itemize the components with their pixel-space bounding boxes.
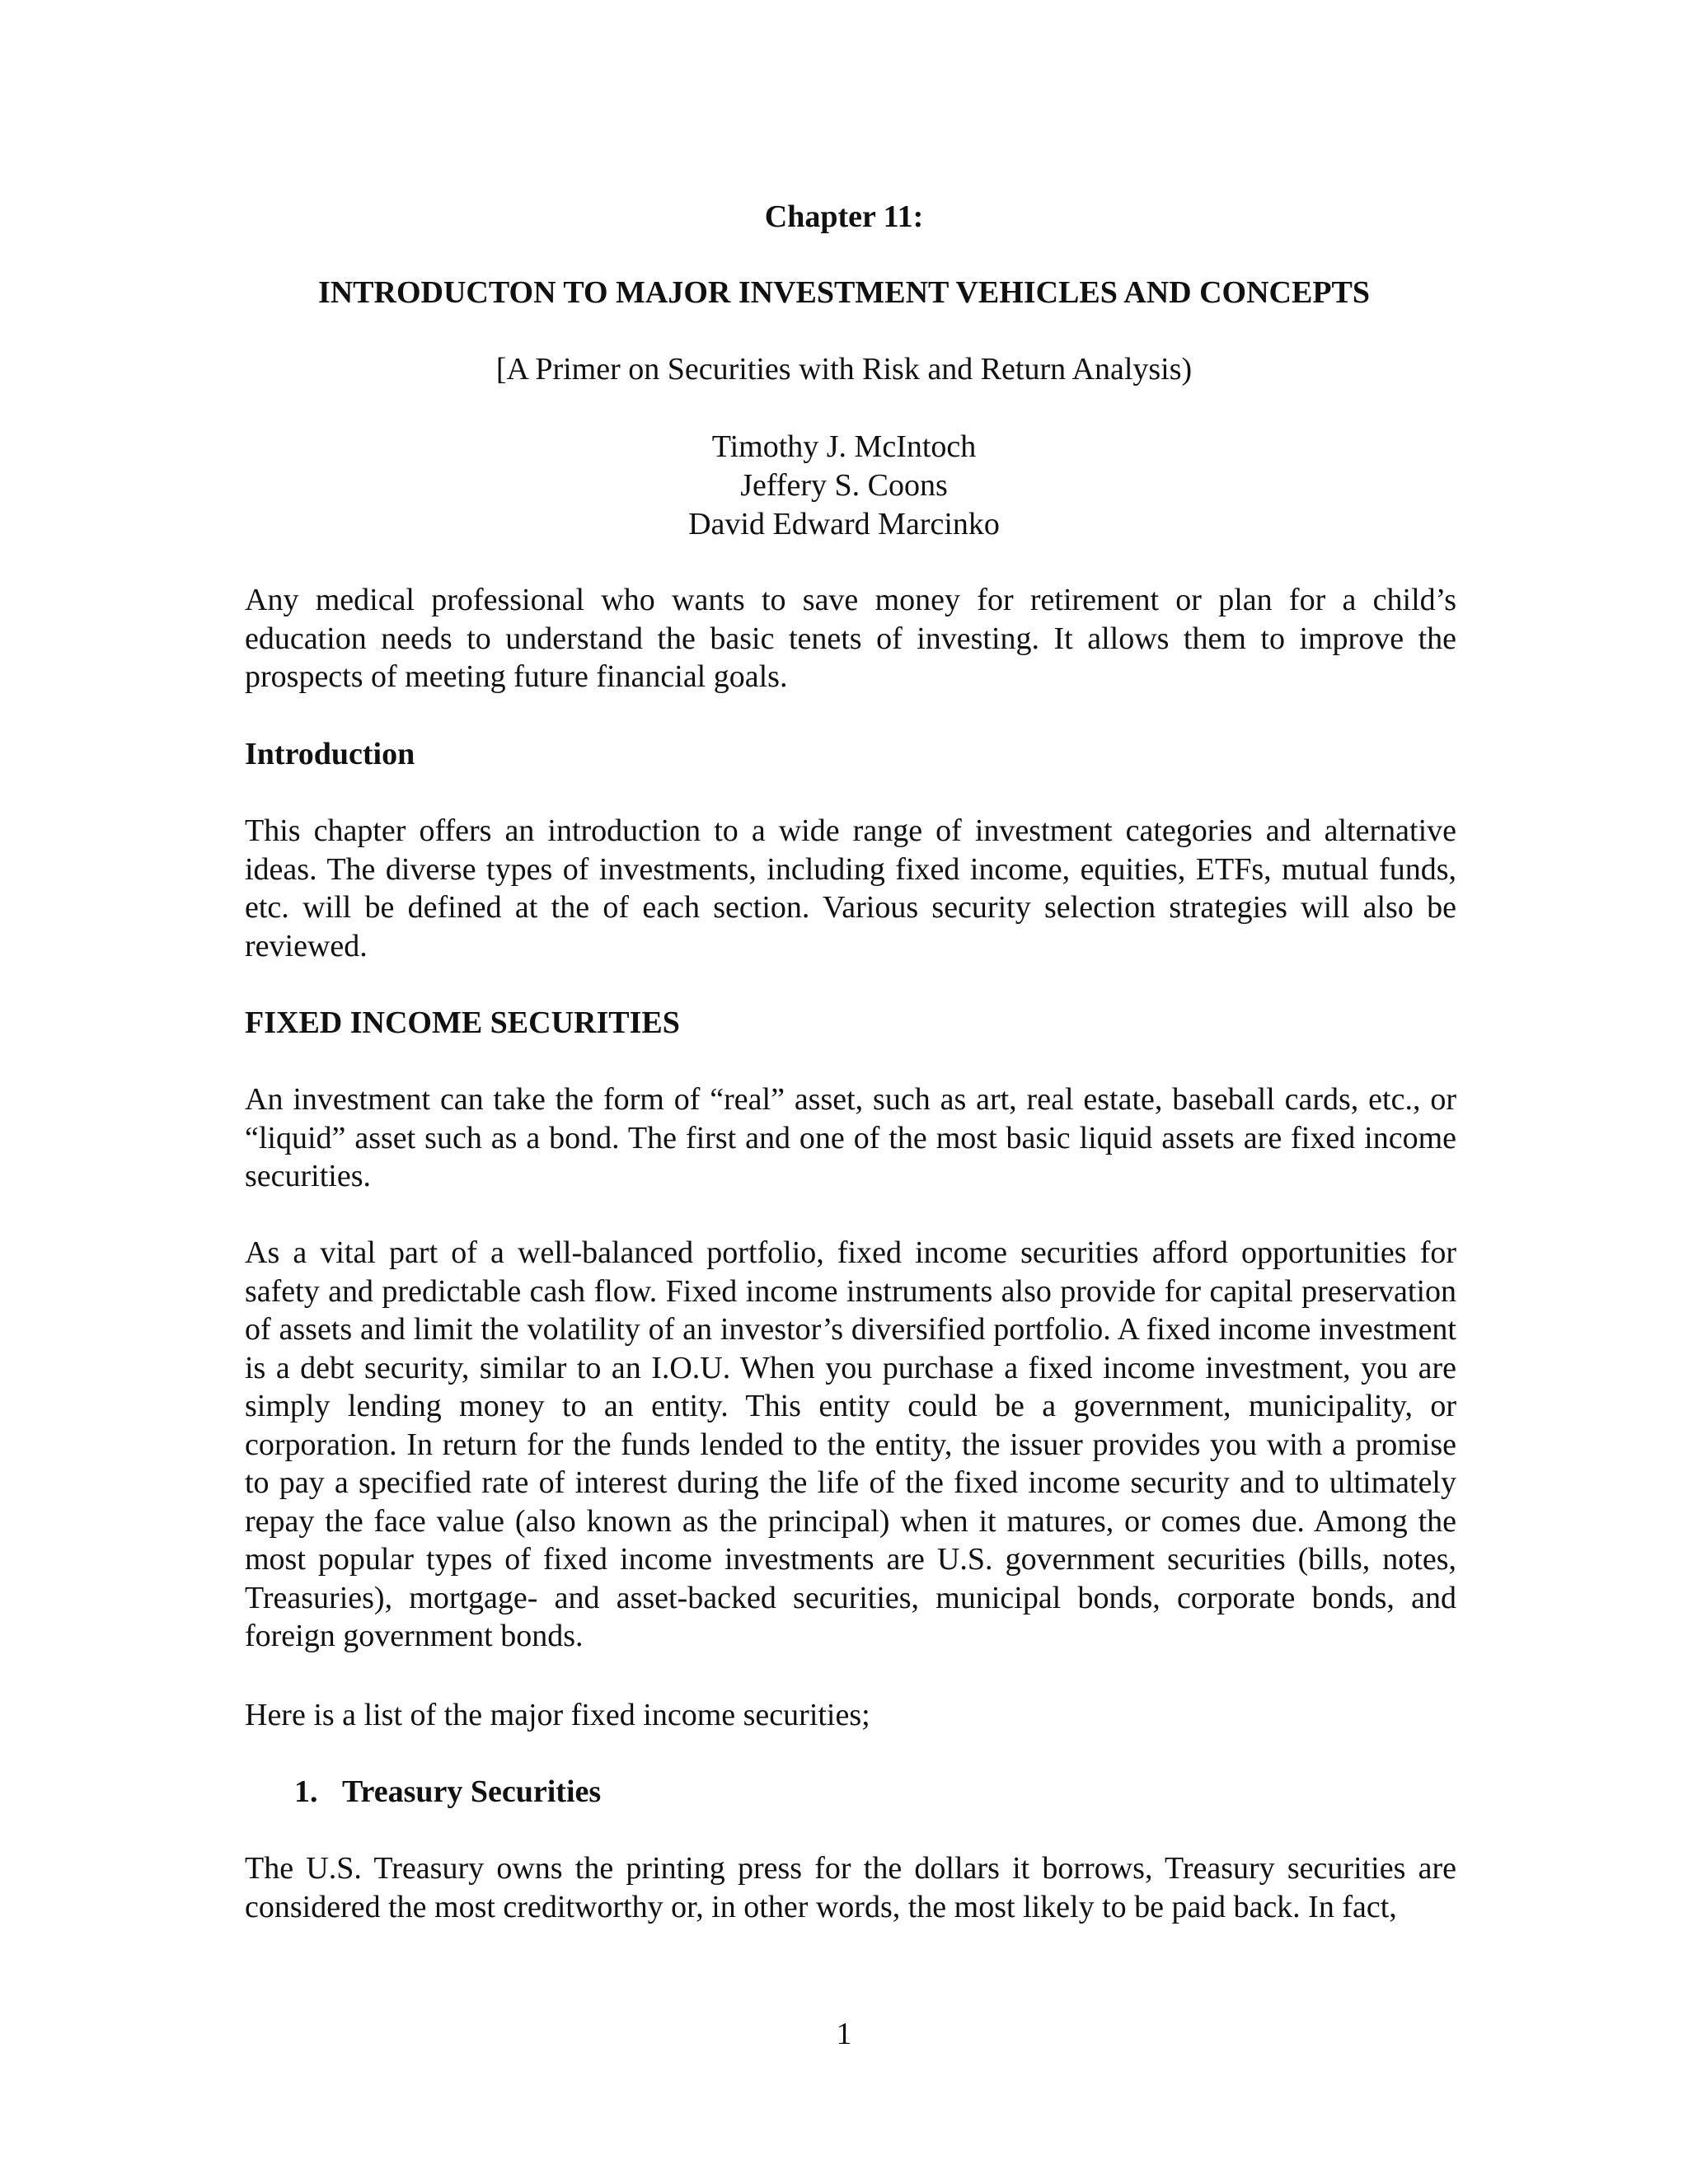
list-item-treasury-securities xyxy=(294,1773,601,1811)
fixed-income-paragraph-1: An investment can take the form of “real” asset, such as art, real estate, baseball cards, etc., or “liquid” asset such as a bond. The first and one of the most basic liquid assets are fixed income securities. xyxy=(245,1082,1456,1193)
list-item-number: 1. xyxy=(294,1774,318,1809)
author-name: Jeffery S. Coons xyxy=(740,468,948,503)
author-name: Timothy J. McIntoch xyxy=(711,429,977,464)
author-list xyxy=(0,428,1688,544)
fixed-income-paragraph-2: As a vital part of a well-balanced portfolio, fixed income securities afford opportunities for safety and predictable cash flow. Fixed income instruments also provide for capital preservation of assets and limit the volatility of an investor’s diversified portfolio. A fixed income investment is a debt security, similar to an I.O.U. When you purchase a fixed income investment, you are simply lending money to an entity. This entity could be a government, municipality, or corporation. In return for the funds lended to the entity, the issuer provides you with a promise to pay a specified rate of interest during the life of the fixed income security and to ultimately repay the face value (also known as the principal) when it matures, or comes due. Among the most popular types of fixed income investments are U.S. government securities (bills, notes, Treasuries), mortgage- and asset-backed securities, municipal bonds, corporate bonds, and foreign government bonds. xyxy=(245,1235,1456,1653)
section-heading-fixed-income: FIXED INCOME SECURITIES xyxy=(245,1005,680,1040)
author-name: David Edward Marcinko xyxy=(688,507,1000,541)
chapter-title: INTRODUCTON TO MAJOR INVESTMENT VEHICLES AND CONCEPTS xyxy=(317,275,1371,310)
chapter-label: Chapter 11: xyxy=(764,199,924,234)
treasury-paragraph: The U.S. Treasury owns the printing press for the dollars it borrows, Treasury securities are considered the most creditworthy or, in other words, the most likely to be paid back. In fact, xyxy=(245,1851,1456,1924)
section-heading-introduction: Introduction xyxy=(245,737,415,771)
list-intro: Here is a list of the major fixed income securities; xyxy=(245,1698,870,1732)
introduction-paragraph: This chapter offers an introduction to a wide range of investment categories and alternative ideas. The diverse types of investments, including fixed income, equities, ETFs, mutual funds, etc. will be defined at the of each section. Various security selection strategies will also be reviewed. xyxy=(245,813,1456,963)
chapter-subtitle: [A Primer on Securities with Risk and Return Analysis) xyxy=(495,352,1193,387)
intro-paragraph: Any medical professional who wants to save money for retirement or plan for a child’s education needs to understand the basic tenets of investing. It allows them to improve the prospects of meeting future financial goals. xyxy=(245,583,1456,694)
page-number: 1 xyxy=(836,2017,852,2051)
list-item-title: Treasury Securities xyxy=(342,1774,602,1809)
